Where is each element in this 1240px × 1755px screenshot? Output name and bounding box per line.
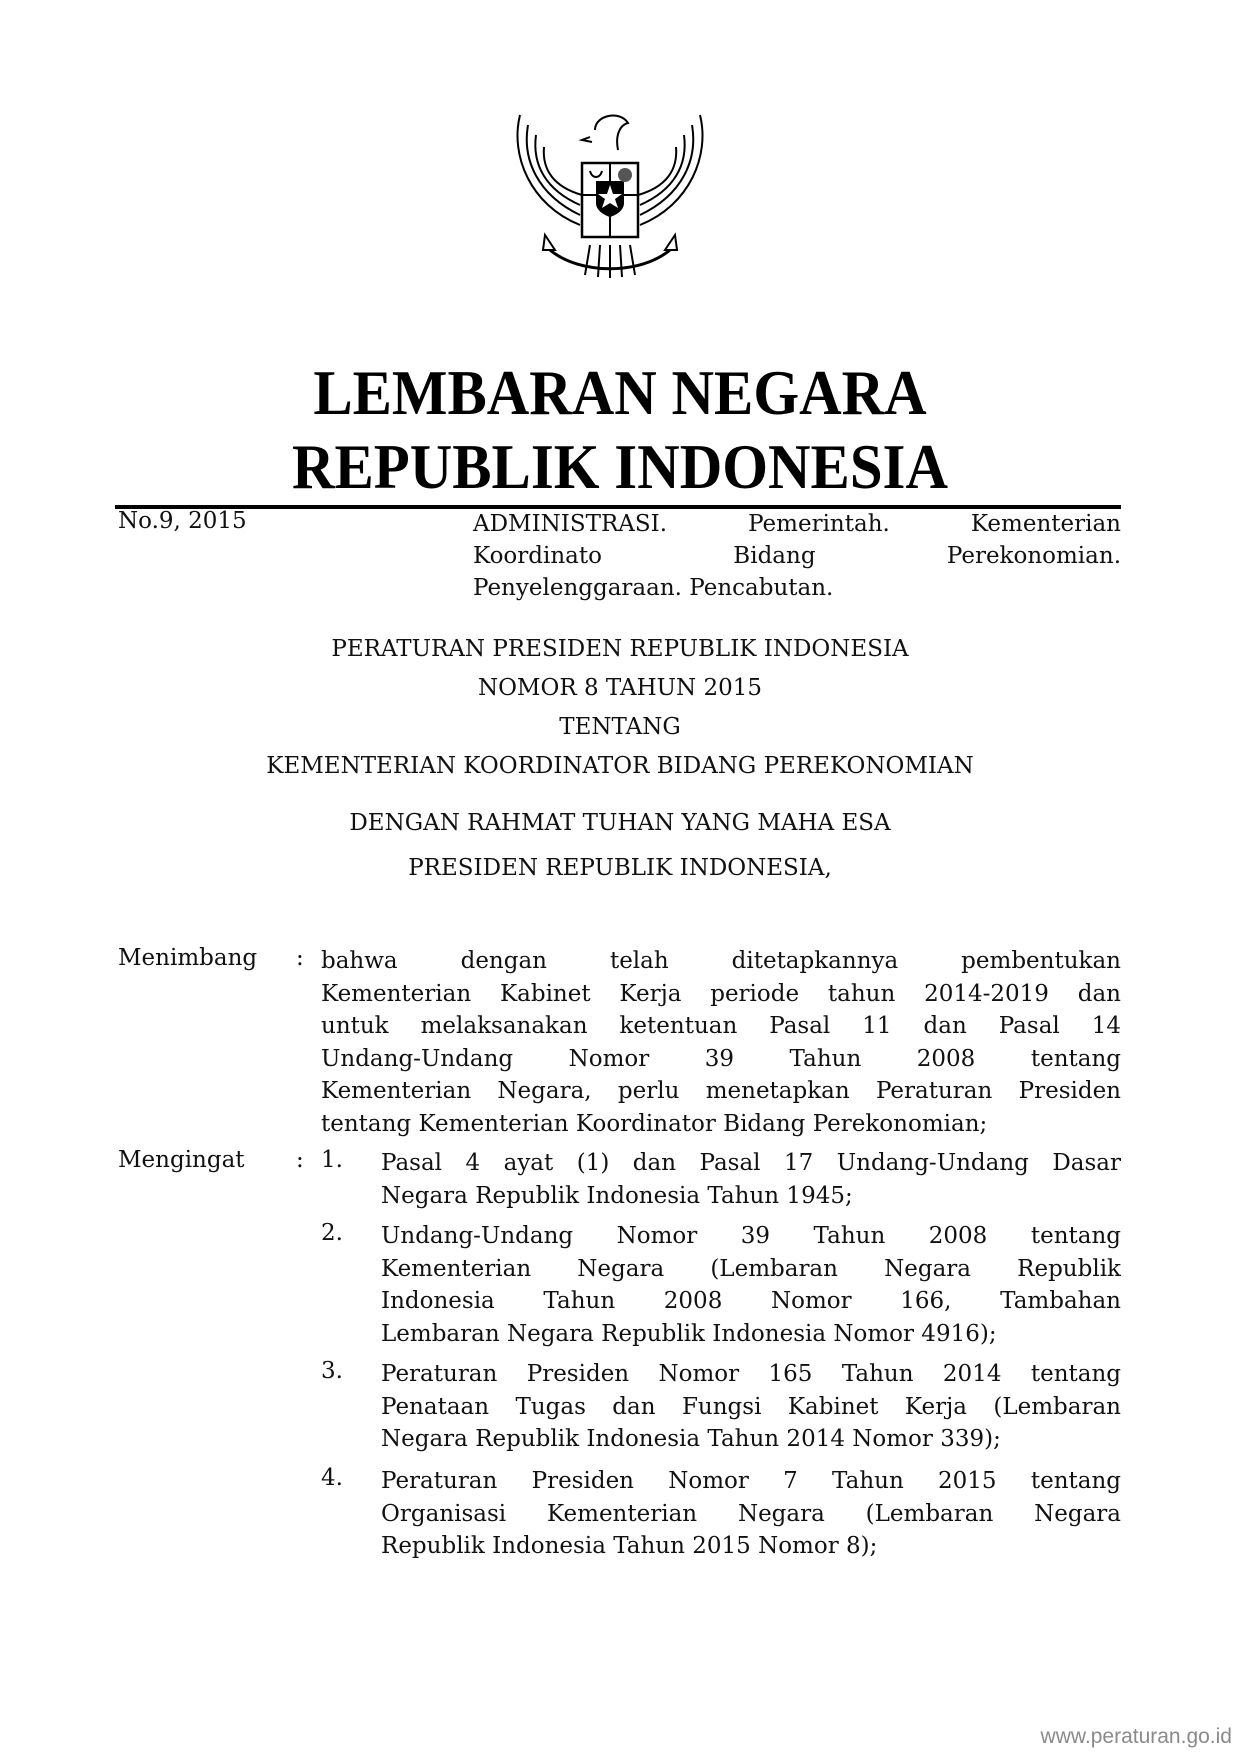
menimbang-colon: : [296, 945, 304, 971]
gazette-number: No.9, 2015 [118, 508, 247, 534]
preamble-line1: DENGAN RAHMAT TUHAN YANG MAHA ESA [349, 810, 891, 836]
item-number: 3. [321, 1358, 343, 1384]
mengingat-item [381, 1465, 1121, 1563]
item-line: Penataan Tugas dan Fungsi Kabinet Kerja (Lembaran [381, 1393, 1121, 1420]
mengingat-item [381, 1220, 1121, 1350]
item-line: Organisasi Kementerian Negara (Lembaran Negara [381, 1500, 1121, 1527]
masthead-title-line1: LEMBARAN NEGARA [313, 357, 927, 428]
item-line: Kementerian Negara (Lembaran Negara Republik [381, 1255, 1121, 1282]
menimbang-line: Undang-Undang Nomor 39 Tahun 2008 tentang [321, 1045, 1121, 1072]
menimbang-line: bahwa dengan telah ditetapkannya pembentukan [321, 948, 1121, 974]
item-line: Peraturan Presiden Nomor 165 Tahun 2014 tentang [381, 1361, 1121, 1387]
menimbang-text [321, 945, 1121, 1140]
item-number: 1. [321, 1147, 343, 1173]
item-line: Negara Republik Indonesia Tahun 1945; [381, 1182, 853, 1209]
regulation-subject: KEMENTERIAN KOORDINATOR BIDANG PEREKONOMIAN [266, 753, 974, 779]
item-line: Negara Republik Indonesia Tahun 2014 Nomor 339); [381, 1426, 1001, 1452]
item-line: Indonesia Tahun 2008 Nomor 166, Tambahan [381, 1288, 1121, 1314]
menimbang-label: Menimbang [118, 945, 258, 971]
subject-line: ADMINISTRASI. Pemerintah. Kementerian [473, 511, 1121, 537]
item-line: Peraturan Presiden Nomor 7 Tahun 2015 tentang [381, 1468, 1121, 1494]
regulation-title: PERATURAN PRESIDEN REPUBLIK INDONESIA [331, 636, 909, 662]
item-line: Pasal 4 ayat (1) dan Pasal 17 Undang-Undang Dasar [381, 1150, 1121, 1176]
mengingat-item [381, 1358, 1121, 1456]
item-line: Republik Indonesia Tahun 2015 Nomor 8); [381, 1533, 878, 1559]
item-number: 2. [321, 1220, 343, 1246]
mengingat-colon: : [296, 1147, 304, 1173]
menimbang-line: untuk melaksanakan ketentuan Pasal 11 dan Pasal 14 [321, 1013, 1121, 1039]
mengingat-item [381, 1147, 1121, 1212]
website-watermark: www.peraturan.go.id [1040, 1725, 1232, 1748]
subject-line: Koordinato Bidang Perekonomian. [473, 543, 1121, 569]
item-line: Lembaran Negara Republik Indonesia Nomor 4916); [381, 1320, 997, 1347]
item-line: Undang-Undang Nomor 39 Tahun 2008 tentang [381, 1223, 1121, 1249]
masthead-title-line2: REPUBLIK INDONESIA [292, 431, 948, 502]
subject-line: Penyelenggaraan. Pencabutan. [473, 575, 834, 601]
menimbang-line: Kementerian Negara, perlu menetapkan Peraturan Presiden [321, 1078, 1121, 1104]
gazette-subject [473, 508, 1121, 604]
regulation-number: NOMOR 8 TAHUN 2015 [477, 675, 763, 701]
garuda-emblem-icon [510, 95, 710, 285]
mengingat-label: Mengingat [118, 1147, 245, 1173]
menimbang-line: Kementerian Kabinet Kerja periode tahun 2014-2019 dan [321, 980, 1121, 1007]
regulation-about: TENTANG [559, 714, 681, 740]
menimbang-line: tentang Kementerian Koordinator Bidang Perekonomian; [321, 1110, 988, 1137]
item-number: 4. [321, 1465, 343, 1491]
preamble-line2: PRESIDEN REPUBLIK INDONESIA, [408, 855, 832, 881]
